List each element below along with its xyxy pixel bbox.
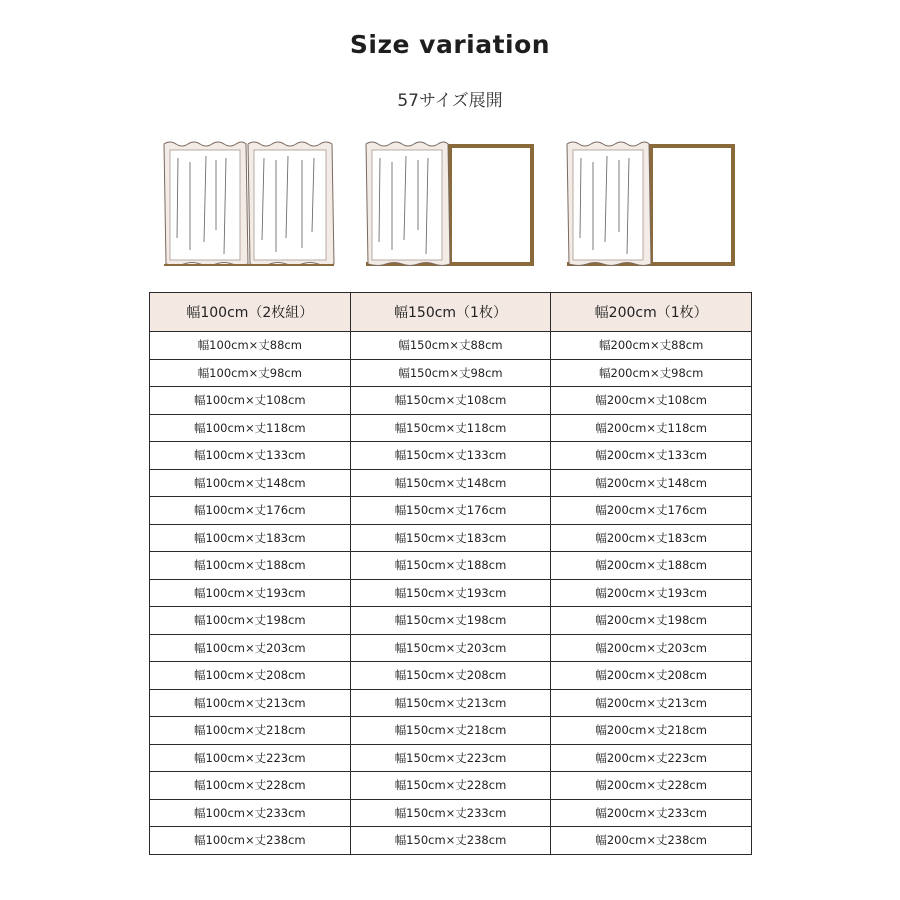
curtain-panel [366, 142, 450, 266]
table-cell: 幅150cm×丈183cm [350, 524, 551, 552]
curtain-panel [567, 142, 651, 266]
table-cell: 幅100cm×丈183cm [150, 524, 351, 552]
table-cell: 幅200cm×丈98cm [551, 359, 752, 387]
table-row [150, 332, 752, 360]
table-cell: 幅200cm×丈223cm [551, 744, 752, 772]
table-cell: 幅100cm×丈238cm [150, 827, 351, 855]
header-width-100: 幅100cm（2枚組） [150, 293, 351, 332]
table-row [150, 524, 752, 552]
table-cell: 幅200cm×丈183cm [551, 524, 752, 552]
table-cell: 幅100cm×丈188cm [150, 552, 351, 580]
table-cell: 幅150cm×丈133cm [350, 442, 551, 470]
window-frame [651, 146, 733, 264]
table-cell: 幅100cm×丈176cm [150, 497, 351, 525]
table-cell: 幅200cm×丈193cm [551, 579, 752, 607]
table-cell: 幅200cm×丈213cm [551, 689, 752, 717]
table-cell: 幅150cm×丈88cm [350, 332, 551, 360]
page-subtitle: 57サイズ展開 [397, 91, 503, 111]
table-cell: 幅200cm×丈88cm [551, 332, 752, 360]
table-row [150, 717, 752, 745]
header-width-200: 幅200cm（1枚） [551, 293, 752, 332]
table-cell: 幅100cm×丈193cm [150, 579, 351, 607]
table-cell: 幅100cm×丈233cm [150, 799, 351, 827]
table-cell: 幅200cm×丈188cm [551, 552, 752, 580]
table-cell: 幅100cm×丈88cm [150, 332, 351, 360]
page-title: Size variation [349, 30, 551, 59]
table-row [150, 634, 752, 662]
table-row [150, 799, 752, 827]
table-cell: 幅200cm×丈108cm [551, 387, 752, 415]
table-row [150, 387, 752, 415]
table-row [150, 579, 752, 607]
table-cell: 幅100cm×丈118cm [150, 414, 351, 442]
table-row [150, 772, 752, 800]
table-row [150, 689, 752, 717]
curtain-panel-right [248, 142, 334, 266]
table-header-row [150, 293, 752, 332]
table-row [150, 442, 752, 470]
table-cell: 幅150cm×丈98cm [350, 359, 551, 387]
curtain-single-200-illustration [563, 138, 741, 270]
table-row [150, 359, 752, 387]
table-cell: 幅150cm×丈218cm [350, 717, 551, 745]
table-cell: 幅150cm×丈198cm [350, 607, 551, 635]
table-body [150, 332, 752, 855]
table-cell: 幅150cm×丈228cm [350, 772, 551, 800]
table-cell: 幅150cm×丈118cm [350, 414, 551, 442]
header-width-150: 幅150cm（1枚） [350, 293, 551, 332]
table-cell: 幅100cm×丈213cm [150, 689, 351, 717]
table-cell: 幅200cm×丈176cm [551, 497, 752, 525]
table-cell: 幅100cm×丈98cm [150, 359, 351, 387]
curtain-single-150-illustration [362, 138, 540, 270]
table-cell: 幅150cm×丈176cm [350, 497, 551, 525]
curtain-pair-100-illustration [160, 138, 338, 270]
table-cell: 幅100cm×丈108cm [150, 387, 351, 415]
table-cell: 幅200cm×丈233cm [551, 799, 752, 827]
table-cell: 幅100cm×丈218cm [150, 717, 351, 745]
table-cell: 幅200cm×丈198cm [551, 607, 752, 635]
table-cell: 幅100cm×丈198cm [150, 607, 351, 635]
table-cell: 幅150cm×丈223cm [350, 744, 551, 772]
table-cell: 幅200cm×丈208cm [551, 662, 752, 690]
table-cell: 幅150cm×丈188cm [350, 552, 551, 580]
table-cell: 幅200cm×丈228cm [551, 772, 752, 800]
table-row [150, 469, 752, 497]
table-cell: 幅200cm×丈148cm [551, 469, 752, 497]
table-cell: 幅100cm×丈148cm [150, 469, 351, 497]
table-row [150, 827, 752, 855]
table-cell: 幅200cm×丈218cm [551, 717, 752, 745]
table-cell: 幅150cm×丈208cm [350, 662, 551, 690]
table-row [150, 744, 752, 772]
table-row [150, 497, 752, 525]
table-row [150, 662, 752, 690]
table-cell: 幅150cm×丈203cm [350, 634, 551, 662]
curtain-panel-left [164, 142, 248, 266]
table-row [150, 552, 752, 580]
window-frame [450, 146, 532, 264]
table-row [150, 607, 752, 635]
table-cell: 幅150cm×丈193cm [350, 579, 551, 607]
table-cell: 幅150cm×丈148cm [350, 469, 551, 497]
table-cell: 幅200cm×丈118cm [551, 414, 752, 442]
table-cell: 幅100cm×丈133cm [150, 442, 351, 470]
table-cell: 幅150cm×丈213cm [350, 689, 551, 717]
table-cell: 幅150cm×丈108cm [350, 387, 551, 415]
table-cell: 幅100cm×丈223cm [150, 744, 351, 772]
table-cell: 幅200cm×丈238cm [551, 827, 752, 855]
table-cell: 幅150cm×丈238cm [350, 827, 551, 855]
size-table [149, 292, 752, 855]
table-cell: 幅100cm×丈208cm [150, 662, 351, 690]
table-cell: 幅100cm×丈203cm [150, 634, 351, 662]
table-cell: 幅200cm×丈133cm [551, 442, 752, 470]
table-row [150, 414, 752, 442]
table-cell: 幅150cm×丈233cm [350, 799, 551, 827]
table-cell: 幅200cm×丈203cm [551, 634, 752, 662]
table-cell: 幅100cm×丈228cm [150, 772, 351, 800]
